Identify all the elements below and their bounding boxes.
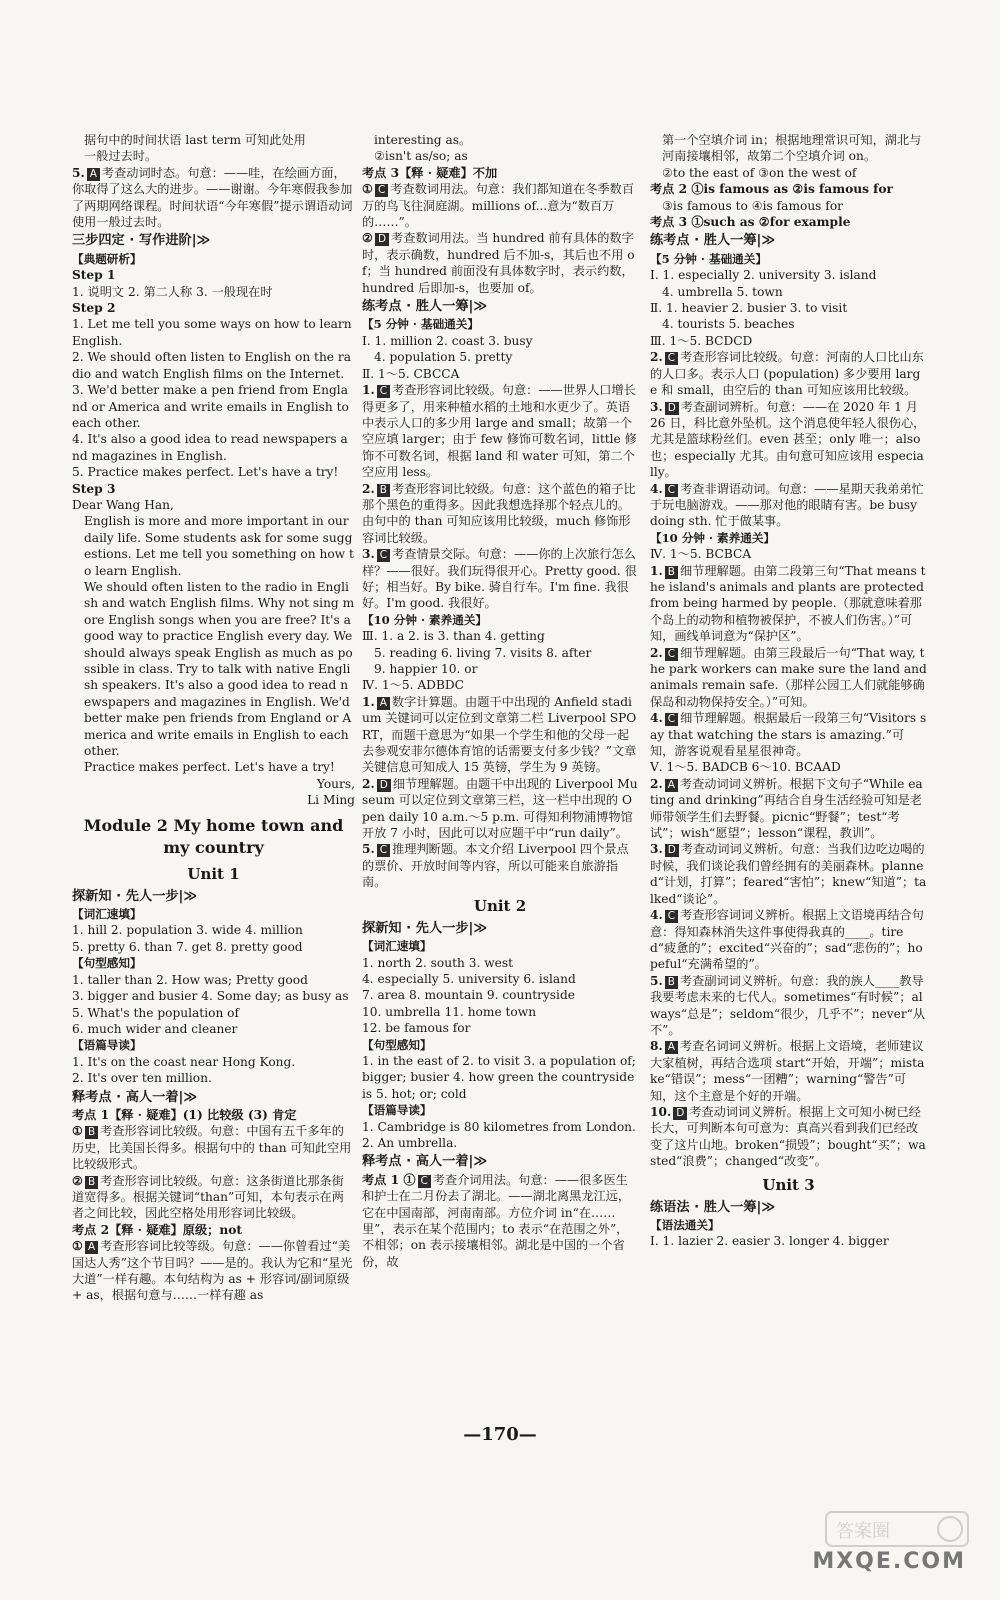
answer-box: B <box>85 1176 98 1189</box>
page-number: —170— <box>463 1424 537 1445</box>
module-title: Module 2 My home town and my country <box>83 815 344 857</box>
answer-box: C <box>665 910 678 923</box>
unit-title: Unit 2 <box>473 896 527 915</box>
item-number: 10. <box>650 1104 672 1119</box>
subsection-tag: 【10 分钟 · 素养通关】 <box>650 530 776 545</box>
answer-item <box>72 1173 355 1222</box>
answer-box: C <box>665 352 678 365</box>
explanation-text: 考查介词用法。句意：——很多医生和护士在二月份去了湖北。——湖北离黑龙江远，它在中国南部，河南南部。方位介词 in“在……里”，表示在某个范围内；to 表示“在范围之外”，不相邻；on 表示接壤相邻。湖北是中国的一个省份，故 <box>362 1172 631 1269</box>
text-line: Ⅴ. 1～5. BADCB 6～10. BCAAD <box>650 760 841 775</box>
explanation-text: 考查动词词义辨析。根据下文句子“While eating and drinking”再结合自身生活经验可知是老师带领学生们去野餐。picnic“野餐”；test“考试”；wish“愿望”；lesson“课程，教训”。 <box>650 776 923 841</box>
explanation-text: 细节理解题。根据最后一段第三句“Visitors say that watching the stars is amazing.”可知，游客说观看星星很神奇。 <box>650 711 927 759</box>
item-number: 2. <box>362 481 375 496</box>
explanation-text: 细节理解题。由第二段第三句“That means the island's animals and plants are protected from being harmed by people.（那就意味着那个岛上的动物和植物被保护，不被人们伤害。）”可知，画线单词意为“保护区”。 <box>650 563 926 644</box>
text-line: English is more and more important in our daily life. Some students ask for some suggestions. Let me tell you something on how to learn English. <box>84 514 354 578</box>
text-line: 12. be famous for <box>362 1021 471 1036</box>
answer-box: A <box>87 168 100 181</box>
answer-box: C <box>377 385 390 398</box>
subsection-tag: 【词汇速填】 <box>72 907 142 922</box>
explanation-text: 考查副词辨析。句意：——在 2020 年 1 月 26 日，科比意外坠机。这个消息使年轻人很伤心，尤其是篮球粉丝们。even 甚至；only 唯一；also 也；especially 尤其。由句意可知应该用 especially。 <box>650 399 926 480</box>
item-number: 1. <box>362 383 375 398</box>
answer-box: C <box>377 844 390 857</box>
item-number: ② <box>72 1173 83 1188</box>
answer-box: B <box>665 976 678 989</box>
answer-item <box>650 907 927 973</box>
text-line: 5. Practice makes perfect. Let's have a try! <box>72 465 339 480</box>
text-line: Ⅰ. 1. lazier 2. easier 3. longer 4. bigger <box>650 1234 889 1249</box>
answer-item <box>650 1038 927 1104</box>
text-line: Dear Wang Han, <box>72 497 174 512</box>
answer-item <box>362 546 638 612</box>
item-number: 1. <box>650 563 663 578</box>
text-line: Ⅳ. 1～5. ADBDC <box>362 678 464 693</box>
text-line: Practice makes perfect. Let's have a try! <box>84 760 335 775</box>
explanation-text: 数字计算题。由题干中出现的 Anfield stadium 关键词可以定位到文章第二栏 Liverpool SPORT，而题干意思为“如果一个学生和他的父母一起去参观安菲尔德体育馆的话需要支付多少钱？”文章关键信息可知成人 15 英镑，学生为 9 英镑。 <box>362 694 637 775</box>
unit-title: Unit 3 <box>762 1175 815 1194</box>
answer-item <box>650 349 927 398</box>
middle-column <box>362 132 638 1270</box>
explanation-text: 考查数词用法。当 hundred 前有具体的数字时，表示确数，hundred 后不加-s，其后也不用 of；当 hundred 前面没有具体数字时，表示约数，hundred 后即加-s，也要加 of。 <box>362 231 635 295</box>
text-line: 4. population 5. pretty <box>374 350 513 365</box>
text-line: 考点 2【释 · 疑难】原级；not <box>72 1222 242 1237</box>
answer-item <box>650 776 927 842</box>
text-line: 9. happier 10. or <box>374 662 478 676</box>
text-line: 7. area 8. mountain 9. countryside <box>362 988 575 1003</box>
text-line: Step 2 <box>72 301 116 316</box>
item-number: ① <box>72 1124 83 1139</box>
section-heading: 练语法 · 胜人一筹|≫ <box>650 1199 776 1215</box>
answer-box: A <box>85 1241 98 1254</box>
item-number: 3. <box>650 399 663 414</box>
answer-item <box>362 776 638 842</box>
text-line: interesting as。 <box>374 133 472 147</box>
subsection-tag: 【5 分钟 · 基础通关】 <box>362 317 479 332</box>
explanation-text: 考查形容词词义辨析。根据上文语境再结合句意：得知森林消失这件事使得我真的____。tired“疲惫的”；excited“兴奋的”；sad“悲伤的”；hopeful“充满希望的”。 <box>650 908 924 972</box>
text-line: 3. We'd better make a pen friend from England or America and write emails in English to each other. <box>72 383 349 430</box>
text-line: Ⅰ. 1. especially 2. university 3. island <box>650 268 877 283</box>
right-column <box>650 132 927 1250</box>
answer-item <box>362 841 638 890</box>
item-number: 2. <box>650 350 663 365</box>
explanation-text: 考查形容词比较等级。句意：——你曾看过“美国达人秀”这个节目吗？——是的。我认为它和“星光大道”一样有趣。本句结构为 as + 形容词/副词原级 + as，根据句意与……一样有趣 as <box>72 1239 353 1303</box>
text-line: Ⅱ. 1～5. CBCCA <box>362 366 460 381</box>
text-line: 1. in the east of 2. to visit 3. a population of; bigger; busier 4. how green the countryside is 5. hot; or; cold <box>362 1053 636 1101</box>
explanation-text: 考查动词词义辨析。根据上文可知小树已经长大，可判断本句可意为：真高兴看到我们已经改变了这片山地。broken“损毁”；bought“买”；wasted“浪费”；changed“改变”。 <box>650 1104 926 1169</box>
answer-item <box>362 382 638 480</box>
text-line: 1. 说明文 2. 第二人称 3. 一般现在时 <box>72 284 273 299</box>
explanation-text: 细节理解题。由第三段最后一句“That way, the park workers can make sure the land and animals remain safe.（那样公园工人们就能够确保岛和动物保持安全。）”可知。 <box>650 645 927 709</box>
explanation-text: 考查名词词义辨析。根据上文语境，老师建议大家植树，再结合选项 start“开始，开端”；mistake“错误”；mess“一团糟”；warning“警告”可知，这个主意是个好的开端。 <box>650 1039 925 1103</box>
text-line: Step 3 <box>72 481 116 496</box>
text-line: 4. umbrella 5. town <box>662 284 783 299</box>
unit-title: Unit 1 <box>187 864 240 883</box>
text-line: ②to the east of ③on the west of <box>662 165 857 180</box>
text-line: 考点 1【释 · 疑难】(1) 比较级 (3) 肯定 <box>72 1107 297 1122</box>
explanation-text: 考查形容词比较级。句意：——世界人口增长得更多了，用来种植水稻的土地和水更少了。英语中表示人口的多少用 large and small；故第一个空应填 larger；由于 few 修饰可数名词，little 修饰不可数名词，根据 land 和 water 可知，第二个空应用 less。 <box>362 383 637 480</box>
subsection-tag: 【句型感知】 <box>362 1037 432 1052</box>
answer-box: B <box>377 484 390 497</box>
text-line: 5. pretty 6. than 7. get 8. pretty good <box>72 939 303 954</box>
text-line: 3. bigger and busier 4. Some day; as busy as <box>72 989 349 1004</box>
text-line: Ⅲ. 1～5. BCDCD <box>650 333 753 348</box>
answer-box: D <box>375 233 389 246</box>
explanation-text: 考查动词时态。句意：——哇，在绘画方面，你取得了这么大的进步。——谢谢。今年寒假我参加了两期网络课程。时间状语“今年寒假”提示谓语动词使用一般过去时。 <box>72 165 353 230</box>
answer-item <box>72 1238 355 1304</box>
left-column <box>72 132 355 1304</box>
item-number: ② <box>362 231 373 246</box>
text-line: 6. much wider and cleaner <box>72 1021 238 1036</box>
answer-item <box>362 230 638 296</box>
item-number: 8. <box>650 1039 663 1054</box>
section-heading: 探新知 · 先人一步|≫ <box>362 920 488 936</box>
text-line: Li Ming <box>307 793 355 808</box>
text-line: Ⅳ. 1～5. BCBCA <box>650 547 752 562</box>
item-number: 3. <box>650 842 663 857</box>
text-line: 10. umbrella 11. home town <box>362 1004 537 1019</box>
text-line: 5. What's the population of <box>72 1005 240 1020</box>
item-number: 5. <box>362 842 375 857</box>
text-line: Yours, <box>316 776 355 791</box>
text-line: We should often listen to the radio in English and watch English films. Why not sing more English songs when you are free? It's a good way to practice English every day. We should always speak English as much as possible in class. Try to talk with native English speakers. It's also a good idea to read newspapers and magazines in English. We'd better make pen friends from England or America and write emails in English to each other. <box>84 579 355 759</box>
answer-item <box>72 165 355 231</box>
explanation-text: 考查动词词义辨析。句意：当我们边吃边喝的时候，我们谈论我们曾经拥有的美丽森林。planned“计划，打算”；feared“害怕”；knew“知道”；talked“谈论”。 <box>650 842 927 906</box>
text-line: 1. Cambridge is 80 kilometres from London. <box>362 1119 636 1134</box>
item-number: 2. <box>650 645 663 660</box>
item-number: 4. <box>650 908 663 923</box>
answer-box: C <box>418 1175 431 1188</box>
explanation-text: 考查情景交际。句意：——你的上次旅行怎么样？——很好。我们玩得很开心。Pretty good. 很好；相当好。By bike. 骑自行车。I'm fine. 我很好。I'm good. 我很好。 <box>362 547 637 611</box>
answer-box: D <box>377 779 391 792</box>
subsection-tag: 【典题研析】 <box>72 251 142 266</box>
answer-box: C <box>377 549 390 562</box>
answer-box: D <box>665 402 679 415</box>
text-line: 据句中的时间状语 last term 可知此处用 <box>84 133 306 147</box>
text-line: 1. taller than 2. How was; Pretty good <box>72 972 308 987</box>
answer-item <box>72 1123 355 1172</box>
item-number: 4. <box>650 711 663 726</box>
item-number: 4. <box>650 481 663 496</box>
item-number: 考点 1 ① <box>362 1172 416 1187</box>
explanation-text: 考查形容词比较级。句意：这条街道比那条街道宽得多。根据关键词“than”可知，本句表示在两者之间比较，因此空格处用形容词比较级。 <box>72 1173 344 1221</box>
subsection-tag: 【句型感知】 <box>72 956 142 971</box>
item-number: 5. <box>72 165 85 180</box>
answer-item <box>362 1172 638 1270</box>
section-heading: 探新知 · 先人一步|≫ <box>72 888 198 904</box>
watermark-logo-text: 答案圈 <box>836 1521 890 1542</box>
text-line: 1. north 2. south 3. west <box>362 955 513 970</box>
text-line: 2. We should often listen to English on the radio and watch English films on the Internet. <box>72 350 351 381</box>
answer-item <box>650 710 927 759</box>
answer-item <box>362 694 638 776</box>
text-line: 4. tourists 5. beaches <box>662 317 795 332</box>
explanation-text: 细节理解题。由题干中出现的 Liverpool Museum 可以定位到文章第三栏，这一栏中出现的 Open daily 10 a.m.～5 p.m. 可得知利物浦博物馆开放 7 小时，因此可以对应题干中“run daily”。 <box>362 776 638 841</box>
section-heading: 练考点 · 胜人一筹|≫ <box>650 233 776 249</box>
answer-box: B <box>85 1126 98 1139</box>
answer-item <box>650 645 927 711</box>
answer-item <box>650 1104 927 1170</box>
text-line: Ⅱ. 1. heavier 2. busier 3. to visit <box>650 301 848 316</box>
item-number: ① <box>362 182 373 197</box>
answer-box: C <box>375 184 388 197</box>
subsection-tag: 【语篇导读】 <box>362 1103 432 1118</box>
text-line: 5. reading 6. living 7. visits 8. after <box>374 645 592 660</box>
section-heading: 练考点 · 胜人一筹|≫ <box>362 299 488 315</box>
text-line: Ⅰ. 1. million 2. coast 3. busy <box>362 333 533 348</box>
text-line: Ⅲ. 1. a 2. is 3. than 4. getting <box>362 629 545 644</box>
text-line: 一般过去时。 <box>84 149 158 164</box>
subsection-tag: 【词汇速填】 <box>362 939 432 954</box>
text-line: 1. hill 2. population 3. wide 4. million <box>72 923 303 938</box>
answer-box: A <box>665 1041 678 1054</box>
answer-item <box>650 973 927 1039</box>
answer-box: B <box>665 566 678 579</box>
item-number: 3. <box>362 547 375 562</box>
answer-box: A <box>377 697 390 710</box>
item-number: 2. <box>362 776 375 791</box>
section-heading: 释考点 · 高人一着|≫ <box>72 1089 198 1105</box>
explanation-text: 考查形容词比较级。句意：中国有五千多年的历史，比美国长得多。根据句中的 than 可知此空用比较级形式。 <box>72 1124 352 1172</box>
answer-item <box>362 481 638 547</box>
text-line: 考点 3【释 · 疑难】不加 <box>362 165 498 180</box>
subsection-tag: 【语法通关】 <box>650 1218 720 1232</box>
section-heading: 释考点 · 高人一着|≫ <box>362 1154 488 1170</box>
explanation-text: 推理判断题。本文介绍 Liverpool 四个景点的票价、开放时间等内容，所以可能来自旅游指南。 <box>362 842 629 890</box>
text-line: ②isn't as/so; as <box>374 149 468 164</box>
text-line: 1. Let me tell you some ways on how to learn English. <box>72 317 352 348</box>
subsection-tag: 【语篇导读】 <box>72 1038 142 1053</box>
item-number: 2. <box>650 776 663 791</box>
subsection-tag: 【5 分钟 · 基础通关】 <box>650 251 767 266</box>
watermark-text: MXQE.COM <box>812 1549 966 1574</box>
section-heading: 三步四定 · 写作进阶|≫ <box>72 233 211 249</box>
answer-box: A <box>665 779 678 792</box>
answer-item <box>650 841 927 907</box>
answer-box: C <box>665 713 678 726</box>
answer-box: D <box>665 844 679 857</box>
text-line: 4. especially 5. university 6. island <box>362 971 576 986</box>
text-line: 考点 3 ①such as ②for example <box>650 215 851 230</box>
item-number: ① <box>72 1239 83 1254</box>
answer-item <box>650 563 927 645</box>
explanation-text: 考查形容词比较级。句意：河南的人口比山东的人口多。表示人口 (population) 多少要用 large 和 small，由空后的 than 可知应该用比较级。 <box>650 350 924 398</box>
text-line: Step 1 <box>72 268 116 283</box>
answer-box: C <box>665 484 678 497</box>
subsection-tag: 【10 分钟 · 素养通关】 <box>362 612 488 627</box>
text-line: 2. It's over ten million. <box>72 1071 212 1086</box>
item-number: 5. <box>650 973 663 988</box>
text-line: 2. An umbrella. <box>362 1135 458 1150</box>
answer-box: C <box>665 648 678 661</box>
explanation-text: 考查数词用法。句意：我们都知道在冬季数百万的鸟飞往洞庭湖。millions of...意为“数百万的……”。 <box>362 182 635 230</box>
text-line: 第一个空填介词 in；根据地理常识可知，湖北与河南接壤相邻，故第二个空填介词 on。 <box>662 133 922 164</box>
answer-item <box>362 181 638 230</box>
answer-item <box>650 399 927 481</box>
explanation-text: 考查形容词比较级。句意：这个蓝色的箱子比那个黑色的重得多。因此我想选择那个轻点儿的。由句中的 than 可知应该用比较级，much 修饰形容词比较级。 <box>362 481 636 545</box>
item-number: 1. <box>362 694 375 709</box>
text-line: 1. It's on the coast near Hong Kong. <box>72 1054 296 1069</box>
explanation-text: 考查非谓语动词。句意：——星期天我弟弟忙于玩电脑游戏。——那对他的眼睛有害。be busy doing sth. 忙于做某事。 <box>650 481 924 529</box>
answer-box: D <box>673 1107 687 1120</box>
text-line: ③is famous to ④is famous for <box>662 198 843 213</box>
text-line: 4. It's also a good idea to read newspapers and magazines in English. <box>72 432 348 463</box>
explanation-text: 考查副词词义辨析。句意：我的族人____教导我要考虑未来的七代人。sometimes“有时候”；always“总是”；seldom“很少，几乎不”；never“从不”。 <box>650 973 926 1037</box>
text-line: 考点 2 ①is famous as ②is famous for <box>650 182 893 197</box>
answer-item <box>650 481 927 530</box>
